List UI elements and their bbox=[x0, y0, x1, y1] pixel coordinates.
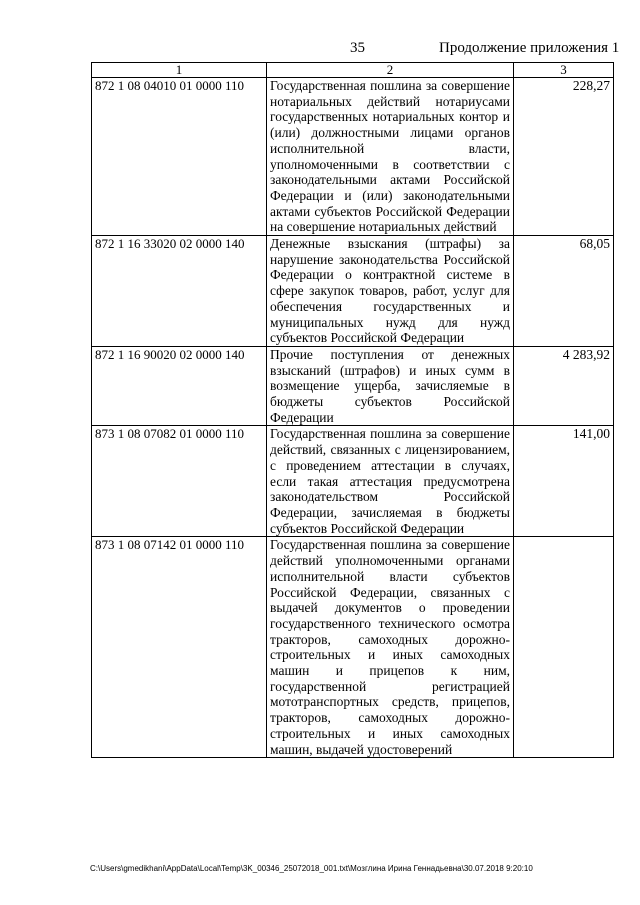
column-header-code: 1 bbox=[92, 63, 267, 78]
row-code: 873 1 08 07142 01 0000 110 bbox=[92, 537, 267, 758]
revenue-table bbox=[91, 62, 614, 758]
row-code: 872 1 16 90020 02 0000 140 bbox=[92, 346, 267, 426]
column-header-amount: 3 bbox=[514, 63, 614, 78]
page-number: 35 bbox=[350, 40, 365, 56]
table-row bbox=[92, 78, 614, 236]
row-amount bbox=[514, 537, 614, 758]
row-description: Государственная пошлина за совершение нотариальных действий нотариусами государственных нотариальных контор и (или) должностными лицами органов исполнительной власти, уполномоченными в соответствии с законодательными актами Российской Федерации и (или) законодательными актами субъектов Российской Федерации на совершение нотариальных действий bbox=[267, 78, 514, 236]
page-header bbox=[0, 40, 640, 60]
row-description: Государственная пошлина за совершение действий, связанных с лицензированием, с проведением аттестации в случаях, если такая аттестация предусмотрена законодательством Российской Федерации, зачисляемая в бюджеты субъектов Российской Федерации bbox=[267, 426, 514, 537]
row-code: 873 1 08 07082 01 0000 110 bbox=[92, 426, 267, 537]
row-description: Прочие поступления от денежных взысканий (штрафов) и иных сумм в возмещение ущерба, зачисляемые в бюджеты субъектов Российской Федерации bbox=[267, 346, 514, 426]
table-header-row bbox=[92, 63, 614, 78]
row-amount: 141,00 bbox=[514, 426, 614, 537]
row-description: Государственная пошлина за совершение действий уполномоченными органами исполнительной власти субъектов Российской Федерации, связанных с выдачей документов о проведении государственного технического осмотра тракторов, самоходных дорожно-строительных и иных самоходных машин и прицепов к ним, государственной регистрацией мототранспортных средств, прицепов, тракторов, самоходных дорожно-строительных и иных самоходных машин, выдачей удостоверений bbox=[267, 537, 514, 758]
table-row bbox=[92, 426, 614, 537]
continuation-label: Продолжение приложения 1 bbox=[439, 40, 620, 56]
table-row bbox=[92, 346, 614, 426]
row-description: Денежные взыскания (штрафы) за нарушение законодательства Российской Федерации о контрактной системе в сфере закупок товаров, работ, услуг для обеспечения государственных и муниципальных нужд для нужд субъектов Российской Федерации bbox=[267, 236, 514, 347]
column-header-description: 2 bbox=[267, 63, 514, 78]
row-amount: 68,05 bbox=[514, 236, 614, 347]
row-code: 872 1 08 04010 01 0000 110 bbox=[92, 78, 267, 236]
table-row bbox=[92, 236, 614, 347]
table-row bbox=[92, 537, 614, 758]
row-amount: 4 283,92 bbox=[514, 346, 614, 426]
file-path-footer: C:\Users\gmedikhani\AppData\Local\Temp\3K_00346_25072018_001.txt\Мозглина Ирина Геннадьевна\30.07.2018 9:20:10 bbox=[90, 864, 533, 873]
row-amount: 228,27 bbox=[514, 78, 614, 236]
row-code: 872 1 16 33020 02 0000 140 bbox=[92, 236, 267, 347]
